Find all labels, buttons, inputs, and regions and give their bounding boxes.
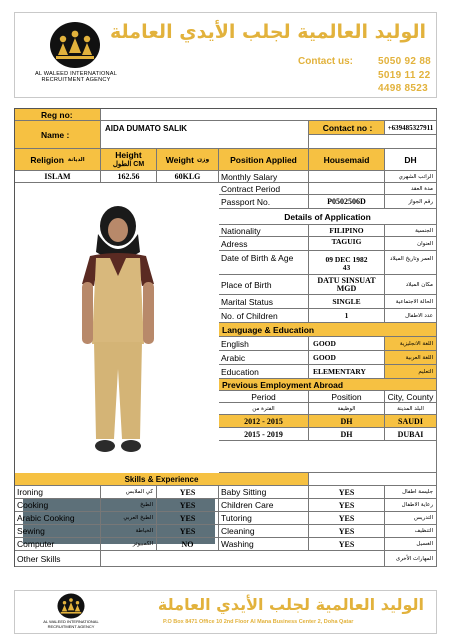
employment-heading: Previous Employment Abroad (219, 379, 437, 391)
logo-caption: AL WALEED INTERNATIONAL RECRUITMENT AGENCY (34, 71, 118, 84)
candidate-name: AIDA DUMATO SALIK (101, 121, 309, 149)
religion-header-ar: الديانة (67, 156, 85, 163)
weight-header-ar: وزن (196, 156, 210, 163)
english-value: GOOD (309, 337, 385, 351)
marital-status-label: Marital Status (219, 295, 309, 309)
skill-value: YES (157, 486, 219, 499)
nationality-ar: الجنسية (385, 225, 437, 237)
arabic-label: Arabic (219, 351, 309, 365)
skill-label: Cleaning (219, 525, 309, 538)
employment-position-1: DH (309, 415, 385, 428)
nationality-label: Nationality (219, 225, 309, 237)
arabic-value: GOOD (309, 351, 385, 365)
contact-no-label: Contact no : (309, 121, 385, 135)
skill-label-ar: الكمبيوتر (101, 538, 157, 551)
education-label: Education (219, 365, 309, 379)
dob-age-label: Date of Birth & Age (219, 251, 309, 275)
skill-label-ar: كي الملابس (101, 486, 157, 499)
contact-label: Contact us: (298, 56, 353, 67)
footer-arabic-title: الوليد العالمية لجلب الأيدي العاملة (157, 595, 424, 614)
employment-country-2: DUBAI (385, 428, 437, 441)
skill-label-ar: التنظيف (385, 525, 437, 538)
contract-period-label: Contract Period (219, 183, 309, 195)
place-of-birth-ar: مكان الميلاد (385, 275, 437, 295)
employment-period-2: 2015 - 2019 (219, 428, 309, 441)
footer-address: P.O Box 8471 Office 10 2nd Floor Al Mana Business Center 2, Doha Qatar (163, 619, 354, 625)
reg-no-value (101, 109, 437, 121)
religion-value: ISLAM (15, 171, 101, 183)
marital-status-ar: الحالة الاجتماعية (385, 295, 437, 309)
contract-period-ar: مدة العقد (385, 183, 437, 195)
phone-number: 5050 92 88 (378, 56, 432, 67)
passport-value: P0502506D (309, 195, 385, 209)
weight-header-label: Weight (165, 154, 194, 165)
footer (14, 590, 437, 634)
skill-label: Washing (219, 538, 309, 551)
agency-logo-icon (49, 21, 101, 69)
agency-arabic-title: الوليد العالمية لجلب الأيدي العاملة (110, 21, 426, 43)
position-code: DH (385, 149, 437, 171)
height-header-unit: الطول CM (112, 161, 145, 168)
skill-label: Computer (15, 538, 101, 551)
address-label: Adress (219, 237, 309, 251)
english-ar: اللغة الانجليزية (385, 337, 437, 351)
employment-col-country-ar: البلد المدينة (385, 403, 437, 415)
height-value: 162.56 (101, 171, 157, 183)
children-label: No. of Children (219, 309, 309, 323)
name-label: Name : (15, 121, 101, 149)
place-of-birth-line1: DATU SINSUAT (317, 276, 376, 285)
passport-label: Passport No. (219, 195, 309, 209)
language-heading: Language & Education (219, 323, 437, 337)
position-applied-header: Position Applied (219, 149, 309, 171)
place-of-birth-line2: MGD (336, 284, 357, 293)
age-value: 43 (342, 263, 351, 272)
skill-value: YES (157, 499, 219, 512)
skill-label: Ironing (15, 486, 101, 499)
footer-logo (41, 593, 101, 633)
employment-col-period: Period (219, 391, 309, 403)
dob-age-value (309, 251, 385, 275)
employment-blank (219, 441, 437, 473)
religion-header-label: Religion (30, 154, 64, 165)
skill-label: Children Care (219, 499, 309, 512)
skills-heading: Skills & Experience (15, 473, 309, 486)
nationality-value: FILIPINO (309, 225, 385, 237)
height-header-label: Height (115, 150, 142, 160)
place-of-birth-label: Place of Birth (219, 275, 309, 295)
letterhead (14, 12, 437, 98)
monthly-salary-label: Monthly Salary (219, 171, 309, 183)
arabic-ar: اللغة العربية (385, 351, 437, 365)
skill-label-ar: جليسة اطفال (385, 486, 437, 499)
details-heading: Details of Application (219, 209, 437, 225)
skill-label: Arabic Cooking (15, 512, 101, 525)
skill-label: Baby Sitting (219, 486, 309, 499)
skill-label-ar: الطبخ العربي (101, 512, 157, 525)
reg-no-label: Reg no: (15, 109, 101, 121)
skill-value: YES (157, 512, 219, 525)
employment-period-1: 2012 - 2015 (219, 415, 309, 428)
education-ar: التعليم (385, 365, 437, 379)
footer-logo-caption: AL WALEED INTERNATIONAL RECRUITMENT AGENCY (43, 619, 99, 629)
phone-number: 4498 8523 (378, 83, 428, 94)
skill-value: YES (309, 512, 385, 525)
other-skills-label: Other Skills (15, 551, 101, 567)
skill-value: YES (309, 486, 385, 499)
other-skills-ar: المهارات الأخرى (385, 551, 437, 567)
skill-label: Cooking (15, 499, 101, 512)
employment-position-2: DH (309, 428, 385, 441)
skill-label-ar: الطبخ (101, 499, 157, 512)
employment-col-position-ar: الوظيفة (309, 403, 385, 415)
skill-value: YES (309, 525, 385, 538)
skill-label-ar: رعاية الاطفال (385, 499, 437, 512)
application-form (14, 108, 437, 567)
dob-value: 09 DEC 1982 (325, 255, 368, 264)
skill-label: Tutoring (219, 512, 309, 525)
education-value: ELEMENTARY (309, 365, 385, 379)
weight-value: 60KLG (157, 171, 219, 183)
employment-col-position: Position (309, 391, 385, 403)
skill-label-ar: الغسيل (385, 538, 437, 551)
skill-label-ar: الخياطة (101, 525, 157, 538)
religion-header (15, 149, 101, 171)
passport-ar: رقم الجواز (385, 195, 437, 209)
skill-value: YES (309, 499, 385, 512)
skill-label: Sewing (15, 525, 101, 538)
contact-blank (309, 135, 437, 149)
dob-age-ar: العمر وتاريخ الميلاد (385, 251, 437, 275)
skills-heading-blank (309, 473, 437, 486)
address-ar: العنوان (385, 237, 437, 251)
height-header (101, 149, 157, 171)
skill-value: YES (157, 525, 219, 538)
contact-no-value: +639485327911 (385, 121, 437, 135)
skill-value: YES (309, 538, 385, 551)
employment-country-1: SAUDI (385, 415, 437, 428)
employment-col-period-ar: الفترة من (219, 403, 309, 415)
children-value: 1 (309, 309, 385, 323)
skill-value: NO (157, 538, 219, 551)
weight-header (157, 149, 219, 171)
other-skills-value (101, 551, 385, 567)
contract-period-value (309, 183, 385, 195)
address-value: TAGUIG (309, 237, 385, 251)
children-ar: عدد الاطفال (385, 309, 437, 323)
phone-number: 5019 11 22 (378, 70, 431, 81)
marital-status-value: SINGLE (309, 295, 385, 309)
monthly-salary-value (309, 171, 385, 183)
place-of-birth-value (309, 275, 385, 295)
footer-logo-icon (53, 593, 89, 619)
english-label: English (219, 337, 309, 351)
skill-label-ar: التدريس (385, 512, 437, 525)
employment-col-country: City, County (385, 391, 437, 403)
monthly-salary-ar: الراتب الشهري (385, 171, 437, 183)
position-value: Housemaid (309, 149, 385, 171)
